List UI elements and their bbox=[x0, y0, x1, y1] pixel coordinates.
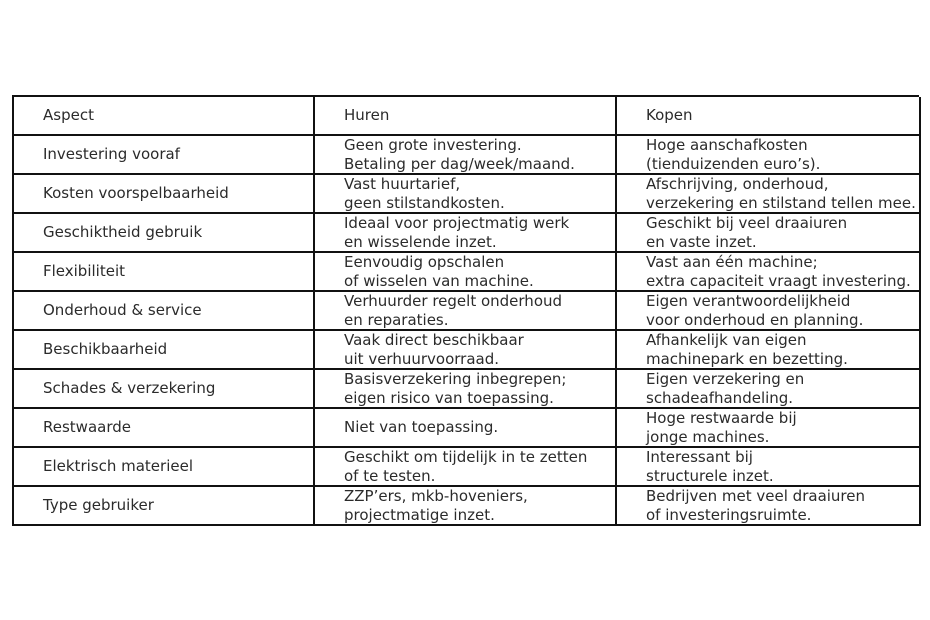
cell-line: en wisselende inzet. bbox=[344, 232, 497, 251]
cell-line: Afschrijving, onderhoud, bbox=[646, 174, 829, 193]
cell-aspect: Elektrisch materieel bbox=[14, 448, 315, 487]
cell-line: Geschikt bij veel draaiuren bbox=[646, 213, 848, 232]
cell-line: Geschikt om tijdelijk in te zetten bbox=[344, 447, 588, 466]
table-row bbox=[14, 253, 919, 292]
cell-aspect: Flexibiliteit bbox=[14, 253, 315, 292]
cell-huren bbox=[315, 214, 617, 253]
cell-line: machinepark en bezetting. bbox=[646, 349, 848, 368]
cell-line: Hoge restwaarde bij bbox=[646, 408, 797, 427]
cell-aspect: Restwaarde bbox=[14, 409, 315, 448]
table-row bbox=[14, 175, 919, 214]
cell-kopen bbox=[617, 292, 921, 331]
table-row bbox=[14, 136, 919, 175]
cell-line: Ideaal voor projectmatig werk bbox=[344, 213, 570, 232]
table-row bbox=[14, 292, 919, 331]
cell-aspect: Geschiktheid gebruik bbox=[14, 214, 315, 253]
cell-line: eigen risico van toepassing. bbox=[344, 388, 554, 407]
header-huren: Huren bbox=[315, 97, 617, 136]
cell-line: uit verhuurvoorraad. bbox=[344, 349, 499, 368]
cell-aspect: Schades & verzekering bbox=[14, 370, 315, 409]
cell-line: Vast huurtarief, bbox=[344, 174, 461, 193]
cell-aspect: Onderhoud & service bbox=[14, 292, 315, 331]
cell-aspect: Investering vooraf bbox=[14, 136, 315, 175]
cell-huren bbox=[315, 370, 617, 409]
cell-line: of te testen. bbox=[344, 466, 436, 485]
cell-line: Verhuurder regelt onderhoud bbox=[344, 291, 563, 310]
cell-line: en vaste inzet. bbox=[646, 232, 757, 251]
cell-huren bbox=[315, 292, 617, 331]
cell-line: Vast aan één machine; bbox=[646, 252, 818, 271]
cell-huren bbox=[315, 448, 617, 487]
cell-aspect: Type gebruiker bbox=[14, 487, 315, 526]
cell-line: Eenvoudig opschalen bbox=[344, 252, 505, 271]
cell-kopen bbox=[617, 331, 921, 370]
cell-kopen bbox=[617, 487, 921, 526]
cell-line: Niet van toepassing. bbox=[344, 418, 499, 436]
cell-huren bbox=[315, 175, 617, 214]
cell-line: Geen grote investering. bbox=[344, 135, 522, 154]
cell-line: Betaling per dag/week/maand. bbox=[344, 154, 575, 173]
cell-aspect: Beschikbaarheid bbox=[14, 331, 315, 370]
cell-line: (tienduizenden euro’s). bbox=[646, 154, 821, 173]
cell-line: en reparaties. bbox=[344, 310, 449, 329]
cell-aspect: Kosten voorspelbaarheid bbox=[14, 175, 315, 214]
table-row bbox=[14, 370, 919, 409]
cell-line: Eigen verzekering en bbox=[646, 369, 805, 388]
cell-kopen bbox=[617, 214, 921, 253]
cell-huren bbox=[315, 136, 617, 175]
comparison-table bbox=[12, 95, 919, 526]
cell-huren bbox=[315, 487, 617, 526]
cell-line: jonge machines. bbox=[646, 427, 770, 446]
cell-kopen bbox=[617, 370, 921, 409]
cell-line: ZZP’ers, mkb-hoveniers, bbox=[344, 486, 528, 505]
cell-kopen bbox=[617, 409, 921, 448]
cell-line: Eigen verantwoordelijkheid bbox=[646, 291, 851, 310]
cell-line: extra capaciteit vraagt investering. bbox=[646, 271, 911, 290]
table-row bbox=[14, 214, 919, 253]
cell-line: Basisverzekering inbegrepen; bbox=[344, 369, 567, 388]
cell-huren bbox=[315, 253, 617, 292]
cell-line: Vaak direct beschikbaar bbox=[344, 330, 524, 349]
cell-line: Afhankelijk van eigen bbox=[646, 330, 807, 349]
cell-line: of investeringsruimte. bbox=[646, 505, 812, 524]
cell-line: of wisselen van machine. bbox=[344, 271, 534, 290]
cell-kopen bbox=[617, 448, 921, 487]
cell-line: Bedrijven met veel draaiuren bbox=[646, 486, 866, 505]
cell-line: Hoge aanschafkosten bbox=[646, 135, 808, 154]
cell-line: schadeafhandeling. bbox=[646, 388, 794, 407]
cell-line: verzekering en stilstand tellen mee. bbox=[646, 193, 916, 212]
cell-kopen bbox=[617, 253, 921, 292]
table-row bbox=[14, 331, 919, 370]
cell-line: voor onderhoud en planning. bbox=[646, 310, 864, 329]
table-row bbox=[14, 487, 919, 526]
cell-kopen bbox=[617, 175, 921, 214]
cell-kopen bbox=[617, 136, 921, 175]
cell-line: geen stilstandkosten. bbox=[344, 193, 505, 212]
cell-line: structurele inzet. bbox=[646, 466, 774, 485]
header-aspect: Aspect bbox=[14, 97, 315, 136]
header-kopen: Kopen bbox=[617, 97, 921, 136]
table-row bbox=[14, 409, 919, 448]
cell-line: Interessant bij bbox=[646, 447, 753, 466]
cell-line: projectmatige inzet. bbox=[344, 505, 495, 524]
table-row bbox=[14, 448, 919, 487]
cell-huren bbox=[315, 331, 617, 370]
cell-huren bbox=[315, 409, 617, 448]
table-header-row bbox=[14, 97, 919, 136]
